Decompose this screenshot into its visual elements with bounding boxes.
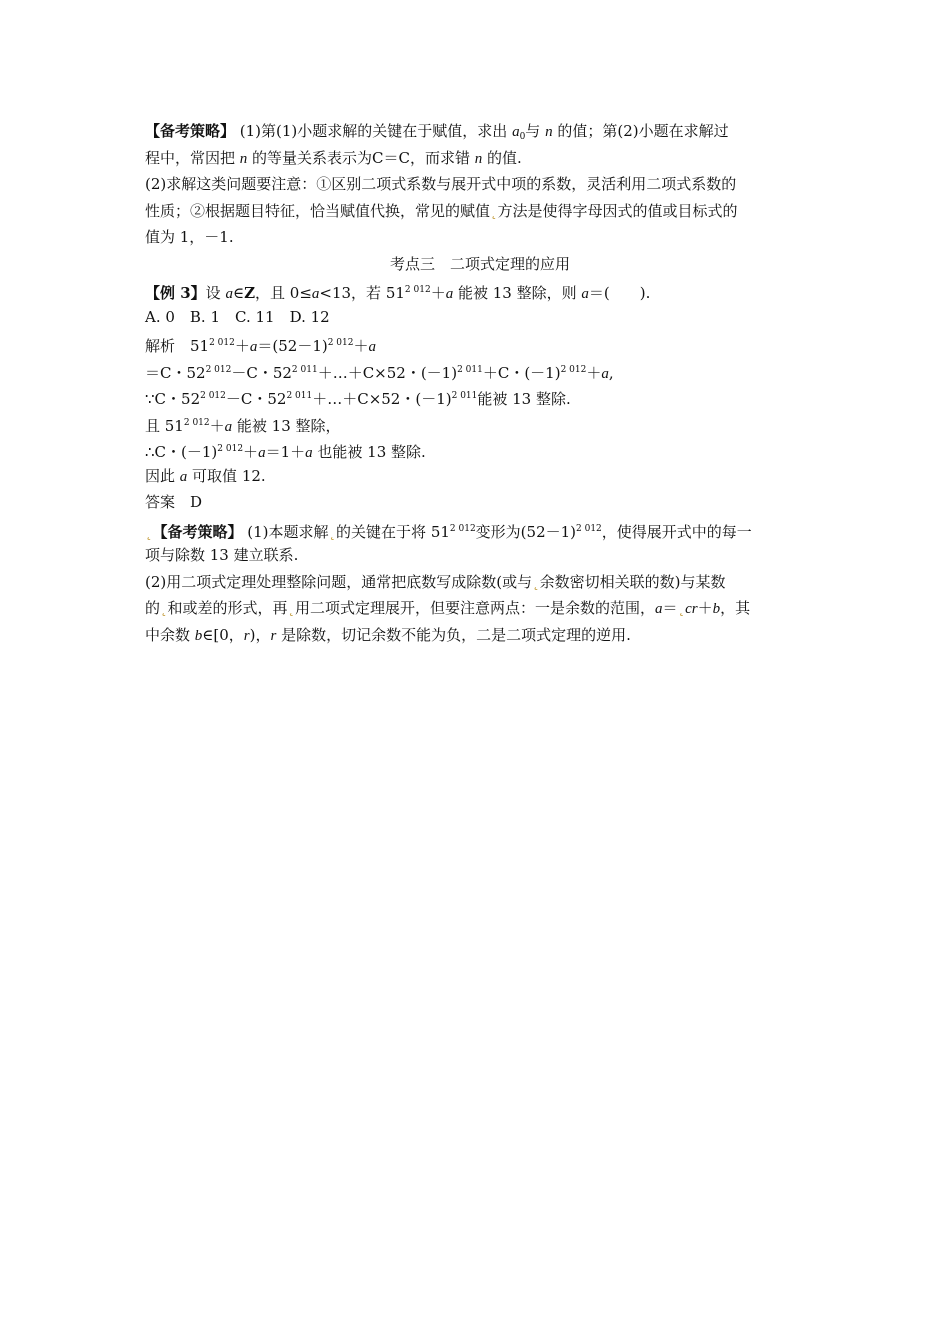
stray-mark: ˛ — [532, 572, 540, 591]
document-page — [145, 118, 815, 648]
paragraph-line: 的˛和或差的形式，再˛用二项式定理展开，但要注意两点：一是余数的范围，a＝˛cr＋b，其 — [145, 599, 751, 617]
solution-line: 解析 $51^{2 012}+a=(52-1)^{2 012}+a$ — [145, 337, 376, 355]
stray-mark: ˛ — [490, 201, 498, 220]
paragraph-line: (2)用二项式定理处理整除问题，通常把底数写成除数(或与˛余数密切相关联的数)与某数 — [145, 572, 726, 591]
paragraph-line: 性质；②根据题目特征，恰当赋值代换，常见的赋值˛方法是使得字母因式的值或目标式的 — [145, 201, 738, 220]
strategy-heading: 【备考策略】 — [145, 122, 236, 140]
example-heading: 【例 3】 — [145, 284, 206, 302]
paragraph-line: 项与除数 13 建立联系. — [145, 546, 299, 564]
paragraph-line: ˛【备考策略】 (1)本题求解˛的关键在于将 $51^{2 012}$变形为$(52-1)^{2 012}$，使得展开式中的每一 — [145, 522, 752, 541]
paragraph-line: (2)求解这类问题要注意：①区别二项式系数与展开式中项的系数，灵活利用二项式系数的 — [145, 175, 737, 193]
paragraph-line: 值为 1，－1. — [145, 228, 234, 246]
stray-mark: ˛ — [677, 599, 686, 617]
solution — [145, 330, 815, 516]
solution-line: ＝C・$52^{2 012}-C$・$52^{2 011}+\dots+C\times 52$・$(-1)^{2 011}+C$・$(-1)^{2 012}+a$, — [145, 363, 614, 382]
stray-mark: ˛ — [145, 522, 153, 541]
stray-mark: ˛ — [160, 599, 168, 617]
example-question: 【例 3】设 a∈Z，且 0≤a<13，若 $51^{2 012}+a$ 能被 13 整除，则 a＝( ). — [145, 284, 651, 302]
strategy-heading: 【备考策略】 — [152, 522, 243, 541]
paragraph-line: 程中，常因把 n 的等量关系表示为C＝C，而求错 n 的值. — [145, 148, 522, 167]
stray-mark: ˛ — [287, 599, 296, 617]
paragraph-line: 【备考策略】 (1)第(1)小题求解的关键在于赋值，求出 $a_0$与 n 的值；第(2)小题在求解过 — [145, 122, 729, 142]
solution-line: ∴C・$(-1)^{2 012}+a=1+a$ 也能被 13 整除. — [145, 443, 426, 461]
example-3 — [145, 277, 815, 330]
strategy-note-1 — [145, 118, 815, 251]
solution-line: 且 $51^{2 012}+a$ 能被 13 整除， — [145, 416, 341, 435]
answer-options: A. 0 B. 1 C. 11 D. 12 — [145, 307, 330, 326]
solution-line: 因此 a 可取值 12. — [145, 466, 266, 485]
solution-line: ∵C・$52^{2 012}-C$・$52^{2 011}+\dots+C\times 52$・$(-1)^{2 011}$能被 13 整除. — [145, 390, 571, 408]
answer-line: 答案 D — [145, 493, 203, 511]
paragraph-line: 中余数 b∈[0，r)，r 是除数，切记余数不能为负，二是二项式定理的逆用. — [145, 625, 631, 644]
stray-mark: ˛ — [328, 522, 337, 541]
strategy-note-2 — [145, 516, 815, 649]
section-title: 考点三 二项式定理的应用 — [389, 254, 570, 273]
